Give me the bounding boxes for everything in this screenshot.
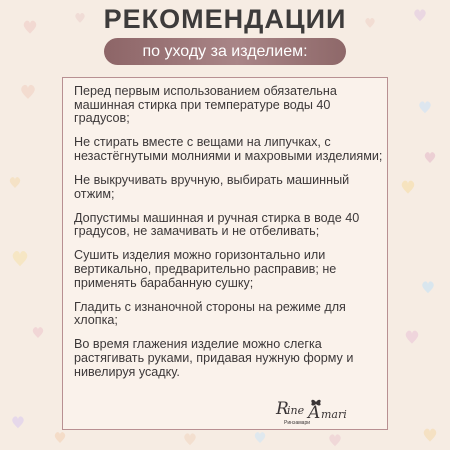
list-item: Не стирать вместе с вещами на липучках, с незастёгнутыми молниями и махровыми изделиями;: [74, 135, 383, 163]
svg-text:ine: ine: [287, 404, 305, 417]
svg-text:R: R: [276, 399, 289, 419]
list-item: Не выкручивать вручную, выбирать машинный отжим;: [74, 172, 350, 201]
svg-text:mari: mari: [321, 408, 347, 421]
list-item: Гладить с изнаночной стороны на режиме для хлопка;: [74, 299, 346, 328]
subtitle-pill: по уходу за изделием:: [104, 38, 346, 65]
list-item: Во время глажения изделие можно слегка растягивать руками, придавая нужную форму и нивелируя усадку.: [74, 337, 354, 379]
brand-logo: [272, 396, 372, 426]
page-title: РЕКОМЕНДАЦИИ: [103, 4, 347, 34]
logo-caption: Ринэамари: [284, 420, 311, 426]
list-item: Допустимы машинная и ручная стирка в воде 40 градусов, не замачивать и не отбеливать;: [74, 210, 360, 239]
instructions-list: [74, 85, 386, 390]
list-item: Сушить изделия можно горизонтально или вертикально, предварительно расправив; не применять барабанную сушку;: [74, 248, 337, 290]
list-item: Перед первым использованием обязательна машинная стирка при температуре воды 40 градусов;: [74, 84, 337, 126]
svg-text:A: A: [308, 403, 321, 423]
